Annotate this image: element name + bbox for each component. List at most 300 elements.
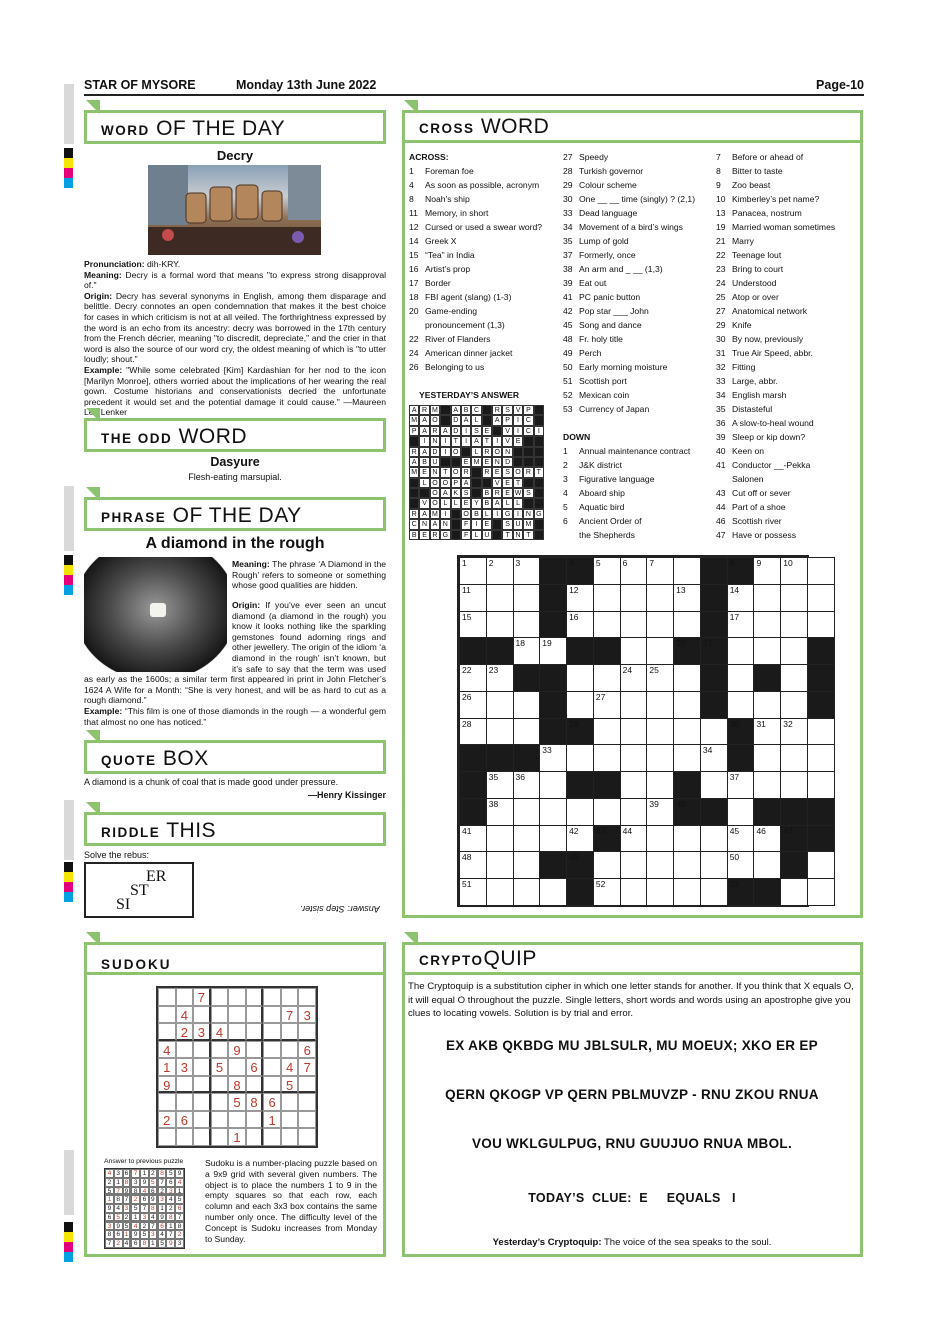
sudoku-cell: 3 [140,1213,149,1222]
crossword-cell[interactable] [646,744,674,772]
crossword-cell[interactable]: 52 [593,878,621,906]
sudoku-cell[interactable] [298,1023,316,1041]
crossword-cell[interactable] [673,718,701,746]
crossword-cell[interactable] [753,691,781,719]
clue-number: 31 [716,348,726,358]
answer-cell: L [471,530,481,540]
crossword-cell[interactable] [646,771,674,799]
crossword-cell[interactable] [593,798,621,826]
crossword-cell[interactable] [753,851,781,879]
sudoku-cell[interactable] [263,1006,281,1024]
crossword-cell[interactable] [486,584,514,612]
clue-item [716,332,835,346]
clue-item [716,234,835,248]
clue-item [716,458,835,472]
crossword-cell[interactable]: 25 [646,664,674,692]
cryptoquip-box: CRYPTOQUIP [402,942,863,1257]
crossword-cell[interactable]: 38 [486,798,514,826]
answer-cell [523,478,533,488]
crossword-cell[interactable] [593,718,621,746]
crossword-cell[interactable] [673,691,701,719]
crossword-cell[interactable] [727,691,755,719]
sudoku-cell[interactable] [298,1093,316,1111]
clue-number: 33 [716,376,726,386]
clue-item [563,528,690,542]
sudoku-cell[interactable] [263,1041,281,1059]
clue-text: Fitting [732,362,756,372]
sudoku-cell[interactable] [263,1058,281,1076]
corner-tab [86,730,100,744]
crossword-cell[interactable] [566,798,594,826]
corner-tab [86,487,100,501]
crossword-cell[interactable] [780,878,808,906]
crossword-cell[interactable] [513,718,541,746]
crossword-cell[interactable] [727,664,755,692]
crossword-cell[interactable] [780,611,808,639]
sudoku-cell[interactable] [281,988,299,1006]
crossword-cell[interactable] [753,744,781,772]
crossword-cell[interactable] [753,611,781,639]
sudoku-cell[interactable] [263,988,281,1006]
crossword-cell[interactable] [780,637,808,665]
crossword-cell[interactable] [620,798,648,826]
crossword-cell[interactable]: 32 [780,718,808,746]
sudoku-grid[interactable] [156,986,318,1148]
crossword-cell[interactable]: 5 [593,557,621,585]
sudoku-cell[interactable] [193,1076,211,1094]
sudoku-cell[interactable] [228,1058,246,1076]
crossword-cell[interactable] [807,851,835,879]
answer-cell: R [461,467,471,477]
answer-cell: C [471,405,481,415]
crossword-grid[interactable] [457,555,809,907]
crossword-cell[interactable] [513,798,541,826]
crossword-cell[interactable] [700,771,728,799]
clue-number: 15 [409,250,419,260]
sudoku-cell: 7 [298,1058,316,1076]
sudoku-cell[interactable] [246,1023,264,1041]
crossword-cell[interactable] [593,664,621,692]
crossword-cell[interactable]: 39 [646,798,674,826]
crossword-cell[interactable] [620,691,648,719]
sudoku-cell: 9 [149,1195,158,1204]
clue-item [563,486,690,500]
sudoku-cell[interactable] [246,1006,264,1024]
sudoku-cell[interactable] [228,1023,246,1041]
crossword-cell[interactable] [620,584,648,612]
sudoku-cell[interactable] [228,1006,246,1024]
answer-cell: Y [471,498,481,508]
black-square [753,878,781,906]
sudoku-cell[interactable] [193,1058,211,1076]
crossword-cell[interactable] [780,664,808,692]
clue-number: 2 [563,460,568,470]
sudoku-cell[interactable] [158,1006,176,1024]
clue-item [563,402,695,416]
clue-item [563,388,695,402]
crossword-cell[interactable] [646,851,674,879]
crossword-cell[interactable] [620,611,648,639]
answer-cell: T [523,530,533,540]
sudoku-cell: 1 [175,1187,184,1196]
crossword-cell[interactable] [486,718,514,746]
sudoku-cell[interactable] [211,1128,229,1146]
crossword-cell[interactable]: 41 [459,825,487,853]
crossword-cell[interactable] [513,825,541,853]
crossword-cell[interactable]: 37 [727,771,755,799]
clue-number: 25 [716,292,726,302]
sudoku-cell[interactable] [298,1111,316,1129]
answer-cell [482,415,492,425]
sudoku-cell: 7 [193,988,211,1006]
crossword-cell[interactable]: 22 [459,664,487,692]
sudoku-cell[interactable] [246,1076,264,1094]
sudoku-cell: 3 [175,1239,184,1248]
clue-text: FBI agent (slang) (1-3) [425,292,512,302]
answer-cell [440,405,450,415]
sudoku-cell: 6 [140,1195,149,1204]
answer-cell: R [430,426,440,436]
clue-text: Knife [732,320,752,330]
crossword-cell[interactable] [539,878,567,906]
clue-number: 27 [716,306,726,316]
answer-cell: I [513,426,523,436]
sudoku-cell[interactable] [298,988,316,1006]
crossword-cell[interactable] [700,851,728,879]
cmyk-mark [64,555,73,595]
sudoku-cell[interactable] [193,1041,211,1059]
black-square [566,637,594,665]
sudoku-cell[interactable] [211,988,229,1006]
crossword-cell[interactable] [780,744,808,772]
crossword-cell[interactable] [727,798,755,826]
sudoku-cell: 2 [158,1111,176,1129]
clue-item [716,248,835,262]
clue-number: 44 [716,502,726,512]
crossword-cell[interactable] [486,878,514,906]
crossword-cell[interactable] [646,878,674,906]
crossword-cell[interactable] [807,611,835,639]
clue-text: pronouncement (1,3) [425,320,505,330]
crossword-cell[interactable] [620,637,648,665]
answer-cell: I [534,426,544,436]
clue-number: 41 [716,460,726,470]
crossword-cell[interactable] [513,584,541,612]
answer-cell: T [502,530,512,540]
black-square [807,691,835,719]
crossword-cell[interactable] [673,557,701,585]
black-square [700,798,728,826]
sudoku-cell[interactable] [281,1111,299,1129]
crossword-cell[interactable]: 23 [486,664,514,692]
sudoku-cell[interactable] [298,1128,316,1146]
crossword-cell[interactable]: 33 [539,744,567,772]
crossword-cell[interactable] [513,691,541,719]
clue-item [563,150,695,164]
answer-cell: M [409,415,419,425]
sudoku-cell[interactable] [176,1076,194,1094]
crossword-cell[interactable] [620,851,648,879]
clue-item [409,332,542,346]
sudoku-cell[interactable] [228,1111,246,1129]
crossword-cell[interactable]: 14 [727,584,755,612]
quote-author: —Henry Kissinger [307,790,386,800]
sudoku-cell[interactable] [176,1041,194,1059]
sudoku-cell[interactable] [158,988,176,1006]
crossword-cell[interactable]: 18 [513,637,541,665]
black-square: 30 [727,718,755,746]
clue-item [409,248,542,262]
sudoku-cell: 9 [228,1041,246,1059]
answer-cell: P [451,478,461,488]
sudoku-cell: 4 [176,1006,194,1024]
crossword-cell[interactable] [539,771,567,799]
sudoku-cell: 9 [158,1076,176,1094]
crossword-cell[interactable] [486,851,514,879]
sudoku-cell[interactable] [158,1023,176,1041]
crossword-cell[interactable] [807,557,835,585]
crossword-cell[interactable] [673,825,701,853]
crossword-cell[interactable] [727,637,755,665]
answer-cell: T [513,478,523,488]
sudoku-cell[interactable] [193,1128,211,1146]
sudoku-cell: 6 [105,1213,114,1222]
sudoku-cell[interactable] [158,1128,176,1146]
crossword-cell[interactable] [539,798,567,826]
sudoku-cell[interactable] [263,1128,281,1146]
crossword-cell[interactable] [780,691,808,719]
sudoku-cell[interactable] [246,988,264,1006]
answer-cell: I [419,436,429,446]
clue-text: American dinner jacket [425,348,513,358]
crossword-cell[interactable] [593,744,621,772]
black-square [780,798,808,826]
sudoku-cell[interactable] [263,1023,281,1041]
sudoku-cell[interactable] [298,1076,316,1094]
crossword-cell[interactable] [753,637,781,665]
sudoku-cell[interactable] [281,1023,299,1041]
across-clues-col1 [409,164,542,374]
crossword-cell[interactable] [620,744,648,772]
crossword-cell[interactable]: 7 [646,557,674,585]
crossword-cell[interactable] [593,584,621,612]
answer-cell: B [471,509,481,519]
crossword-cell[interactable]: 50 [727,851,755,879]
clue-text: the Shepherds [579,530,635,540]
sudoku-cell[interactable] [281,1041,299,1059]
answer-cell: A [492,498,502,508]
crossword-cell[interactable] [807,744,835,772]
crossword-cell[interactable]: 16 [566,611,594,639]
sudoku-cell[interactable] [281,1093,299,1111]
crossword-cell[interactable]: 35 [486,771,514,799]
crossword-cell[interactable]: 19 [539,637,567,665]
sudoku-cell[interactable] [246,1111,264,1129]
crossword-cell[interactable]: 6 [620,557,648,585]
crossword-cell[interactable] [646,637,674,665]
crossword-cell[interactable]: 51 [459,878,487,906]
crossword-cell[interactable] [646,611,674,639]
crossword-cell[interactable] [807,771,835,799]
sudoku-cell: 2 [166,1204,175,1213]
sudoku-cell[interactable] [176,1093,194,1111]
crossword-cell[interactable] [700,718,728,746]
crossword-cell[interactable] [620,771,648,799]
crossword-cell[interactable] [566,664,594,692]
sudoku-cell: 9 [140,1178,149,1187]
crossword-cell[interactable]: 48 [459,851,487,879]
sudoku-cell[interactable] [211,1041,229,1059]
crossword-cell[interactable] [673,744,701,772]
sudoku-cell[interactable] [211,1006,229,1024]
crossword-cell[interactable]: 10 [780,557,808,585]
clue-item [716,150,835,164]
answer-cell [482,478,492,488]
crossword-cell[interactable] [593,851,621,879]
sudoku-cell[interactable] [246,1128,264,1146]
crossword-cell[interactable] [486,691,514,719]
sudoku-cell[interactable] [228,988,246,1006]
yesterday-cryptoquip: Yesterday’s Cryptoquip: The voice of the sea speaks to the soul. [492,1237,772,1248]
crossword-cell[interactable] [486,611,514,639]
sudoku-cell[interactable] [211,1076,229,1094]
crossword-cell[interactable]: 13 [673,584,701,612]
crossword-cell[interactable] [673,878,701,906]
crossword-cell[interactable]: 36 [513,771,541,799]
clue-item [563,290,695,304]
sudoku-cell[interactable] [158,1093,176,1111]
crossword-cell[interactable]: 11 [459,584,487,612]
crossword-cell[interactable]: 28 [459,718,487,746]
crossword-cell[interactable]: 31 [753,718,781,746]
crossword-cell[interactable] [807,584,835,612]
clue-item [563,472,690,486]
sudoku-cell[interactable] [193,1093,211,1111]
crossword-cell[interactable]: 45 [727,825,755,853]
clue-number: 50 [563,362,573,372]
clue-text: Annual maintenance contract [579,446,691,456]
sudoku-cell[interactable] [211,1111,229,1129]
crossword-cell[interactable]: 3 [513,557,541,585]
answer-cell: C [523,426,533,436]
crossword-cell[interactable]: 27 [593,691,621,719]
crossword-cell[interactable] [646,691,674,719]
clue-number: 38 [563,264,573,274]
sudoku-cell[interactable] [176,1128,194,1146]
sudoku-cell[interactable] [263,1076,281,1094]
sudoku-cell: 4 [175,1178,184,1187]
crossword-cell[interactable] [753,771,781,799]
crossword-cell[interactable] [566,744,594,772]
crossword-cell[interactable] [753,584,781,612]
crossword-cell[interactable]: 46 [753,825,781,853]
sudoku-cell[interactable] [281,1128,299,1146]
black-square [539,557,567,585]
crossword-cell[interactable] [700,878,728,906]
crossword-cell[interactable]: 17 [727,611,755,639]
crossword-cell[interactable]: 44 [620,825,648,853]
clue-number: 11 [409,208,418,218]
phrase-titlebox: PHRASE OF THE DAY [84,497,386,531]
crossword-cell[interactable] [539,825,567,853]
crossword-cell[interactable] [780,771,808,799]
answer-cell: I [440,436,450,446]
clue-number: 10 [716,194,726,204]
crossword-cell[interactable] [700,825,728,853]
crossword-cell[interactable]: 34 [700,744,728,772]
crossword-cell[interactable] [513,851,541,879]
crossword-cell[interactable] [513,878,541,906]
crossword-cell[interactable]: 15 [459,611,487,639]
sudoku-cell[interactable] [246,1041,264,1059]
answer-cell: A [419,447,429,457]
crossword-cell[interactable] [646,718,674,746]
crossword-cell[interactable]: 1 [459,557,487,585]
clue-item [716,206,835,220]
sudoku-cell: 1 [149,1239,158,1248]
black-square [566,878,594,906]
crossword-cell[interactable]: 9 [753,557,781,585]
clue-item [563,178,695,192]
crossword-cell[interactable]: 42 [566,825,594,853]
crossword-cell[interactable] [593,611,621,639]
crossword-cell[interactable] [620,878,648,906]
sudoku-cell[interactable] [193,1006,211,1024]
answer-cell: R [419,405,429,415]
clue-number: 20 [409,306,419,316]
clue-text: Border [425,278,451,288]
black-square [486,637,514,665]
crossword-cell[interactable] [646,825,674,853]
rebus-st: ST [130,882,149,899]
answer-cell: B [419,457,429,467]
crossword-cell[interactable] [486,825,514,853]
crossword-cell[interactable]: 26 [459,691,487,719]
answer-cell: U [513,519,523,529]
crossword-cell[interactable]: 12 [566,584,594,612]
clue-text: Lump of gold [579,236,629,246]
clue-item [716,472,835,486]
crossword-cell[interactable] [673,851,701,879]
sudoku-cell[interactable] [176,988,194,1006]
sudoku-cell: 4 [114,1204,123,1213]
corner-tab [86,802,100,816]
crossword-cell[interactable] [620,718,648,746]
answer-cell: O [451,447,461,457]
answer-cell: D [451,415,461,425]
crossword-cell[interactable] [513,611,541,639]
crossword-cell[interactable]: 2 [486,557,514,585]
odd-word-definition: Flesh-eating marsupial. [188,472,282,482]
answer-cell: P [409,426,419,436]
crossword-cell[interactable]: 24 [620,664,648,692]
crossword-cell[interactable] [646,584,674,612]
clue-text: Scottish port [579,376,627,386]
answer-cell: S [502,467,512,477]
crossword-cell[interactable] [807,878,835,906]
crossword-cell[interactable] [673,664,701,692]
answer-cell: A [419,415,429,425]
sudoku-cell[interactable] [211,1093,229,1111]
clue-text: Formerly, once [579,250,636,260]
crossword-cell[interactable] [673,611,701,639]
crossword-cell[interactable] [566,691,594,719]
sudoku-cell[interactable] [193,1111,211,1129]
crossword-cell[interactable] [780,584,808,612]
sudoku-cell: 3 [298,1006,316,1024]
clue-text: As soon as possible, acronym [425,180,540,190]
crossword-cell[interactable] [807,718,835,746]
